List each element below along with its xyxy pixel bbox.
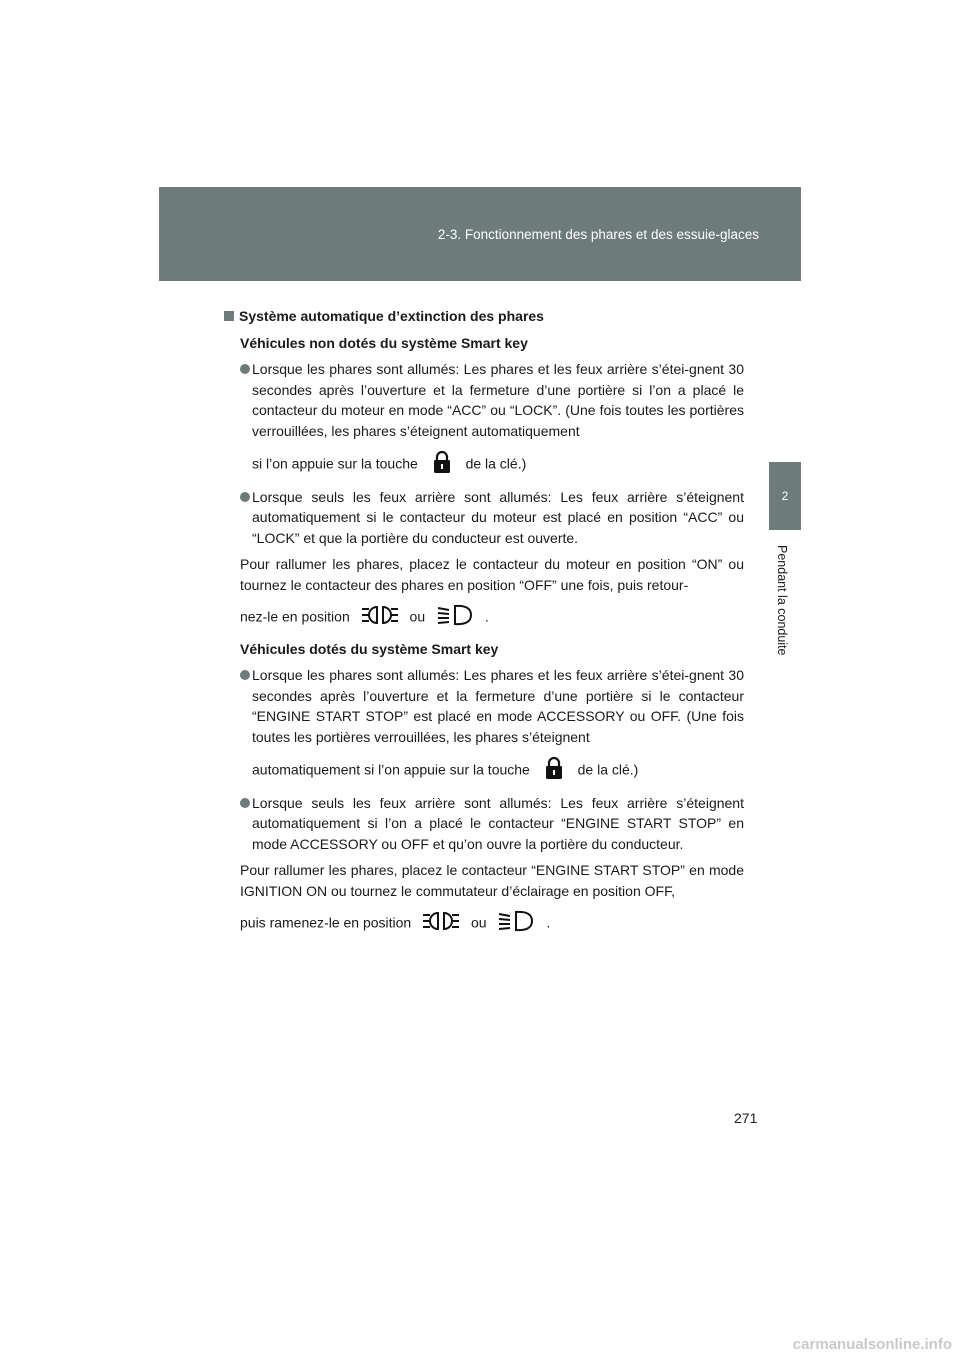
group2-para-end: . bbox=[546, 914, 551, 931]
chapter-tab bbox=[769, 462, 801, 530]
group1-para-end: . bbox=[484, 608, 489, 625]
section-title bbox=[224, 306, 744, 327]
group1-bullet2-text: Lorsque seuls les feux arrière sont allumés: Les feux arrière s’éteignent automatiquement si le contacteur du moteur est placé en position “ACC” ou “LOCK” et que la portière du conducteur est ouverte. bbox=[252, 488, 744, 546]
group1-bullet1 bbox=[240, 359, 744, 481]
square-bullet-icon bbox=[224, 311, 234, 321]
group1-para-pre: nez-le en position bbox=[240, 608, 350, 625]
group1-title: Véhicules non dotés du système Smart key bbox=[240, 334, 528, 351]
group1-bullet1-iconline bbox=[252, 449, 744, 481]
chapter-label: Pendant la conduite bbox=[775, 545, 789, 656]
header-band bbox=[159, 187, 801, 281]
group1-paragraph bbox=[240, 554, 744, 633]
group1-para-or: ou bbox=[409, 608, 426, 625]
headlight-icon bbox=[496, 909, 536, 939]
group2-bullet1 bbox=[240, 665, 744, 787]
round-bullet-icon bbox=[240, 670, 250, 680]
section-header-title: 2-3. Fonctionnement des phares et des essuie-glaces bbox=[437, 227, 759, 242]
group2-para-main: Pour rallumer les phares, placez le contacteur “ENGINE START STOP” en mode IGNITION ON ou tournez le commutateur d’éclairage en position OFF, bbox=[240, 862, 744, 899]
group1-para-main: Pour rallumer les phares, placez le contacteur du moteur en position “ON” ou tournez le contacteur des phares en position “OFF” une fois, puis retour- bbox=[240, 556, 744, 593]
group1-bullet1-post: de la clé.) bbox=[465, 455, 527, 472]
tail-light-icon bbox=[421, 909, 461, 939]
group1-bullet1-main: Lorsque les phares sont allumés: Les phares et les feux arrière s’étei-gnent 30 secondes après l’ouverture et la fermeture d’une portière si l’on a placé le contacteur du moteur en mode “ACC” ou “LOCK”. (Une fois toutes les portières verrouillées, les phares s’éteignent automatiquement bbox=[252, 361, 744, 439]
group2-para-or: ou bbox=[471, 914, 487, 931]
chapter-number: 2 bbox=[781, 489, 789, 503]
group2-bullet1-pre: automatiquement si l’on appuie sur la touche bbox=[252, 761, 530, 778]
tail-light-icon bbox=[360, 603, 400, 633]
watermark: carmanualsonline.info bbox=[792, 1336, 952, 1353]
round-bullet-icon bbox=[240, 492, 250, 502]
lock-icon bbox=[540, 755, 568, 787]
group2-bullet1-post: de la clé.) bbox=[577, 761, 639, 778]
group1-bullet2 bbox=[240, 487, 744, 549]
main-content bbox=[224, 306, 744, 945]
group2-bullet1-iconline bbox=[252, 755, 744, 787]
group2-bullet2-text: Lorsque seuls les feux arrière sont allumés: Les feux arrière s’éteignent automatiquement si l’on a placé le contacteur “ENGINE START STOP” en mode ACCESSORY ou OFF et qu’on ouvre la portière du conducteur. bbox=[252, 794, 744, 852]
group1-bullet1-pre: si l’on appuie sur la touche bbox=[252, 455, 418, 472]
round-bullet-icon bbox=[240, 798, 250, 808]
group2-paragraph bbox=[240, 860, 744, 939]
group2-para-pre: puis ramenez-le en position bbox=[240, 914, 412, 931]
group1-para-iconline bbox=[240, 603, 744, 633]
lock-icon bbox=[428, 449, 456, 481]
group2-bullet2 bbox=[240, 793, 744, 855]
headlight-icon bbox=[435, 603, 475, 633]
round-bullet-icon bbox=[240, 364, 250, 374]
group2-para-iconline bbox=[240, 909, 744, 939]
group2-title: Véhicules dotés du système Smart key bbox=[240, 640, 499, 657]
group2-bullet1-main: Lorsque les phares sont allumés: Les phares et les feux arrière s’étei-gnent 30 secondes après l’ouverture et la fermeture d’une portière si le contacteur “ENGINE START STOP” est placé en mode ACCESSORY ou OFF. (Une fois toutes les portières verrouillées, les phares s’éteignent bbox=[252, 667, 744, 745]
section-title-text: Système automatique d’extinction des phares bbox=[239, 308, 544, 324]
page-number: 271 bbox=[734, 1110, 758, 1126]
